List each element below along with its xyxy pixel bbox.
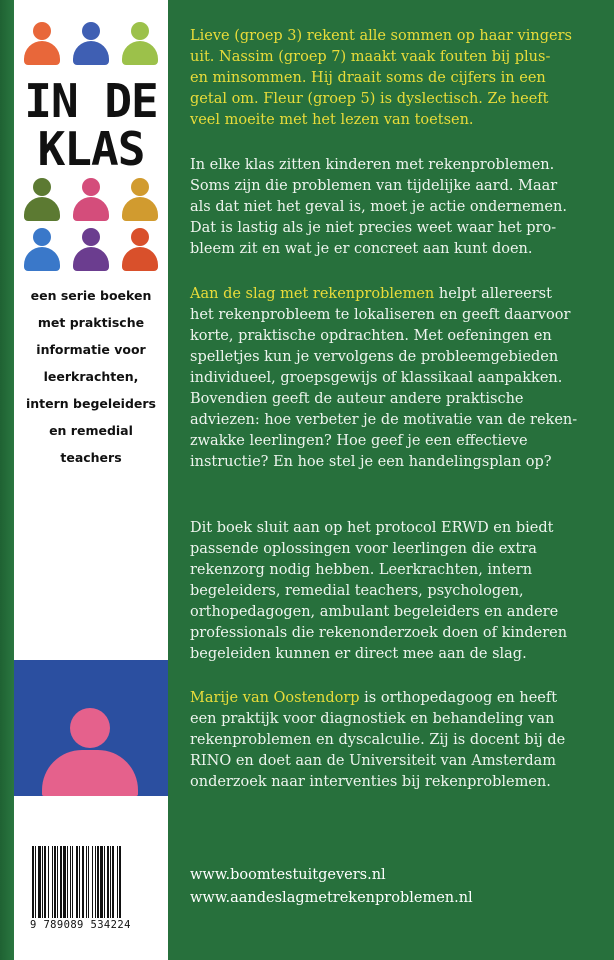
series-description: een serie boeken met praktische informatie voor leerkrachten, intern begeleiders en remedial teachers [26,288,156,465]
barcode-bar [32,846,34,918]
paragraph-author: Marije van Oostendorp is orthopedagoog en heeft een praktijk voor diagnostiek en behandeling van rekenproblemen en dyscalculie. Zij is docent bij de RINO en doet aan de Universiteit van Amsterdam onderzoek naar interventies bij rekenproblemen. [190,690,566,790]
person-icon [120,22,160,68]
person-icon [22,178,62,224]
paragraph-book: Aan de slag met rekenproblemen helpt allereerst het rekenprobleem te lokaliseren en geeft daarvoor korte, praktische opdrachten. Met oefeningen en spelletjes kun je vervolgens de probleemgebieden individueel, groepsgewijs of klassikaal aanpakken. Bovendien geeft de auteur andere praktische adviezen: hoe verbeter je de motivatie van de reken- zwakke leerlingen? Hoe geef je een effectieve instructie? En hoe stel je een handelingsplan op? [190,286,578,470]
barcode-bar [63,846,66,918]
paragraph-problem: In elke klas zitten kinderen met rekenproblemen. Soms zijn die problemen van tijdelijke aard. Maar als dat niet het geval is, moet je actie ondernemen. Dat is lastig als je niet precies weet waar het pro- bleem zit en wat je er concreet aan kunt doen. [190,157,567,257]
person-icon [22,228,62,274]
author-name: Marije van Oostendorp [190,690,360,706]
barcode-bar [72,846,73,918]
book-url[interactable]: www.aandeslagmetrekenproblemen.nl [190,890,473,906]
featured-person-icon [42,708,138,796]
barcode-bar [97,846,99,918]
barcode-bar [70,846,71,918]
intro-paragraph: Lieve (groep 3) rekent alle sommen op haar vingers uit. Nassim (groep 7) maakt vaak fouten bij plus- en minsommen. Hij draait soms de cijfers in een getal om. Fleur (groep 5) is dyslectisch. Ze heeft veel moeite met het lezen van toetsen. [190,28,572,128]
isbn-number: 9 789089 534224 [30,919,131,931]
barcode-bar [110,846,111,918]
barcode-bar [95,846,96,918]
barcode-bar [52,846,53,918]
barcode-bar [107,846,109,918]
person-icon [71,22,111,68]
barcode-bar [60,846,62,918]
url-list [190,864,604,910]
paragraph-protocol: Dit boek sluit aan op het protocol ERWD en biedt passende oplossingen voor leerlingen die extra rekenzorg nodig hebben. Leerkrachten, intern begeleiders, remedial teachers, psychologen, orthopedagogen, ambulant begeleiders en andere professionals die rekenonderzoek doen of kinderen begeleiden kunnen er direct mee aan de slag. [190,520,568,662]
barcode-bar [104,846,105,918]
barcode-bar [112,846,114,918]
people-icon-row-top [14,22,168,68]
barcode-bar [44,846,46,918]
people-icon-row-mid [14,178,168,224]
barcode-bar [35,846,36,918]
barcode [30,846,162,922]
barcode-bar [82,846,84,918]
barcode-bar [119,846,121,918]
barcode-bar [48,846,49,918]
book-title: Aan de slag met rekenproblemen [190,286,435,302]
person-icon [120,178,160,224]
barcode-bar [92,846,93,918]
person-icon [71,178,111,224]
barcode-bar [88,846,89,918]
barcode-bar [79,846,80,918]
barcode-bar [76,846,78,918]
barcode-bar [42,846,43,918]
barcode-bar [54,846,56,918]
publisher-url[interactable]: www.boomtestuitgevers.nl [190,867,386,883]
person-icon [22,22,62,68]
barcode-bar [100,846,103,918]
person-icon [71,228,111,274]
barcode-bar [86,846,87,918]
barcode-bar [57,846,58,918]
person-icon [120,228,160,274]
series-title-line1: IN DE [24,74,158,128]
series-title-line2: KLAS [37,122,145,176]
people-icon-row-bottom [14,228,168,274]
barcode-bar [38,846,41,918]
barcode-bar [67,846,68,918]
barcode-bar [117,846,118,918]
